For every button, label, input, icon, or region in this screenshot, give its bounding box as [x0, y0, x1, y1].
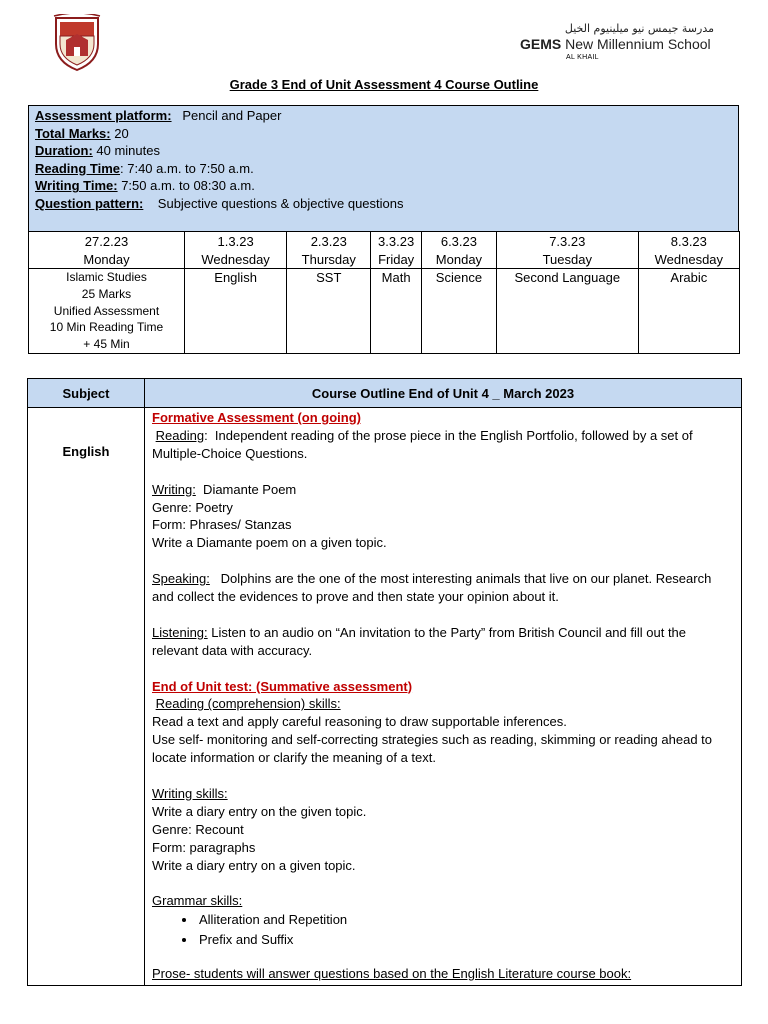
schedule-subject-cell: Islamic Studies 25 Marks Unified Assessment 10 Min Reading Time + 45 Min [29, 269, 185, 354]
schedule-date-cell: 8.3.23 Wednesday [638, 232, 739, 269]
document-title: Grade 3 End of Unit Assessment 4 Course Outline [229, 77, 539, 92]
formative-reading: Reading: Independent reading of the prose piece in the English Portfolio, followed by a set of Multiple-Choice Questions. [152, 427, 697, 461]
column-header-outline: Course Outline End of Unit 4 _ March 2023 [145, 379, 742, 408]
grammar-list [152, 910, 735, 949]
course-header-row [28, 379, 742, 408]
schedule-table [28, 231, 740, 354]
formative-heading: Formative Assessment (on going) [152, 410, 361, 425]
info-duration: Duration: 40 minutes [35, 143, 160, 159]
assessment-info-box [28, 105, 739, 231]
comprehension-line-1: Read a text and apply careful reasoning to draw supportable inferences. [152, 714, 567, 730]
grammar-skills-label: Grammar skills: [152, 893, 243, 909]
schedule-subject-cell: SST [287, 269, 371, 354]
schedule-subjects-row [29, 269, 740, 354]
prose-line: Prose- students will answer questions based on the English Literature course book: [152, 966, 632, 982]
writing-genre: Genre: Poetry [152, 499, 233, 515]
info-reading-time: Reading Time: 7:40 a.m. to 7:50 a.m. [35, 160, 254, 176]
schedule-subject-cell: English [184, 269, 286, 354]
writing-skills-line: Form: paragraphs [152, 839, 256, 855]
writing-skills-line: Write a diary entry on the given topic. [152, 803, 367, 819]
writing-skills-line: Write a diary entry on a given topic. [152, 857, 356, 873]
outline-cell [145, 408, 742, 986]
schedule-date-cell: 2.3.23 Thursday [287, 232, 371, 269]
comprehension-line-2: Use self- monitoring and self-correcting strategies such as reading, skimming or reading ahead to locate information or clarify the meaning of a text. [152, 732, 712, 766]
list-item: • Prefix and Suffix [197, 930, 735, 950]
schedule-subject-cell: Second Language [496, 269, 638, 354]
schedule-subject-cell: Arabic [638, 269, 739, 354]
schedule-dates-row [29, 232, 740, 269]
schedule-date-cell: 27.2.23 Monday [29, 232, 185, 269]
schedule-date-cell: 6.3.23 Monday [421, 232, 496, 269]
logo-brand: GEMS New Millennium School [520, 36, 711, 52]
subject-cell: English [28, 408, 145, 986]
course-row-english [28, 408, 742, 986]
schedule-subject-cell: Science [421, 269, 496, 354]
writing-form: Form: Phrases/ Stanzas [152, 517, 292, 533]
schedule-subject-cell: Math [371, 269, 422, 354]
formative-listening: Listening: Listen to an audio on “An invitation to the Party” from British Council and fill out the relevant data with accuracy. [152, 624, 690, 658]
formative-writing: Writing: Diamante Poem [152, 481, 297, 497]
list-item: • Alliteration and Repetition [197, 910, 735, 930]
school-crest-logo [50, 14, 104, 74]
summative-heading: End of Unit test: (Summative assessment) [152, 678, 413, 694]
schedule-date-cell: 7.3.23 Tuesday [496, 232, 638, 269]
comprehension-label: Reading (comprehension) skills: [155, 696, 341, 712]
schedule-date-cell: 3.3.23 Friday [371, 232, 422, 269]
writing-task: Write a Diamante poem on a given topic. [152, 535, 387, 551]
info-writing-time: Writing Time: 7:50 a.m. to 08:30 a.m. [35, 178, 255, 194]
writing-skills-line: Genre: Recount [152, 821, 244, 837]
logo-location: AL KHAIL [566, 54, 599, 61]
info-platform: Assessment platform: Pencil and Paper [35, 108, 282, 123]
writing-skills-label: Writing skills: [152, 785, 228, 801]
gems-school-logo [520, 22, 720, 61]
column-header-subject: Subject [28, 379, 145, 408]
formative-speaking: Speaking: Dolphins are the one of the most interesting animals that live on our planet. Research and collect the evidences to prove and then state your opinion about it. [152, 571, 715, 605]
logo-arabic-text: مدرسة جيمس نيو ميلينيوم الخيل [564, 22, 714, 35]
course-outline-table [27, 378, 742, 986]
schedule-date-cell: 1.3.23 Wednesday [184, 232, 286, 269]
info-marks: Total Marks: 20 [35, 125, 129, 141]
info-question-pattern: Question pattern: Subjective questions & objective questions [35, 195, 404, 211]
